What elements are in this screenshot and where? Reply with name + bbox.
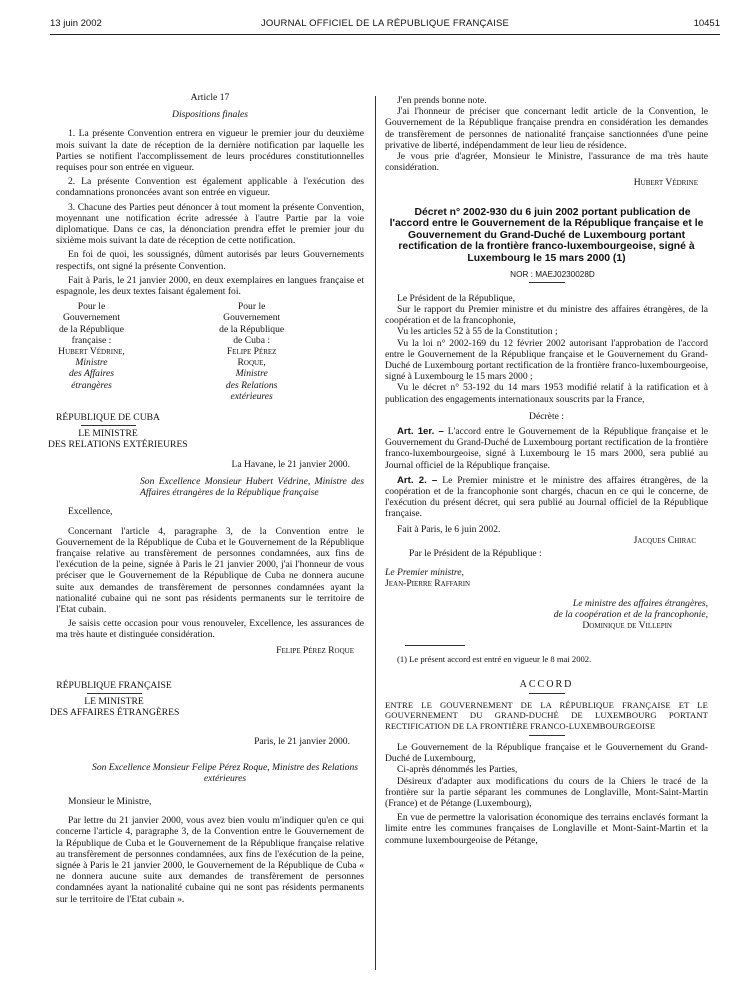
article-text: L'accord entre le Gouvernement de la République française et le Gouvernement du Grand-Duché de Luxembourg portant rectification de la frontière franco-luxembourgeoise, signé à Luxembourg le 15 mars 2000, sera publié au Journal officiel de la République française. <box>385 426 708 471</box>
paragraph: Vu les articles 52 à 55 de la Constitution ; <box>397 326 558 338</box>
paragraph: Par lettre du 21 janvier 2000, vous avez bien voulu m'indiquer qu'en ce qui concerne l'article 4, paragraphe 3, de la Convention entre le Gouvernement de la République de Cuba et le Gouvernement de la République française relative au transfèrement de personnes condamnées, aux fins de l'exécution de la peine, signée à Paris le 21 janvier 2000, le Gouvernement de la République de Cuba « ne donnera aucune suite aux demandes de transfèrement de personnes condamnées ayant la nationalité cubaine qui ne sont pas résidents permanents sur le territoire de l'Etat cubain ». <box>56 815 364 905</box>
divider <box>87 693 142 694</box>
divider <box>529 693 565 694</box>
signature-france <box>56 301 204 402</box>
article-text: Le Premier ministre et le ministre des affaires étrangères, de la coopération et de la francophonie sont chargés, chacun en ce qui le concerne, de l'exécution du présent décret, qui sera publié au Journal officiel de la République française. <box>385 474 708 520</box>
paragraph: J'en prends bonne note. <box>397 95 487 106</box>
sig-line: Pour le Gouvernement <box>62 301 120 324</box>
decrete-label: Décrète : <box>529 410 564 422</box>
letter-date: Paris, le 21 janvier 2000. <box>254 736 350 748</box>
letterhead-line: LE MINISTRE <box>84 695 144 707</box>
article-label: Art. 2. – <box>397 474 438 486</box>
divider <box>529 282 565 283</box>
pm-role: Le Premier ministre, <box>385 567 464 579</box>
article-2 <box>385 475 708 520</box>
sig-line: Pour le Gouvernement <box>223 301 281 324</box>
paragraph: Je vous prie d'agréer, Monsieur le Ministre, l'assurance de ma très haute considération. <box>385 151 708 174</box>
convention-signatures <box>56 301 364 402</box>
sig-line: de la République de Cuba : <box>219 323 285 346</box>
article-1 <box>385 426 708 471</box>
sig-role: des Affaires étrangères <box>68 368 114 391</box>
minister-role: Le ministre des affaires étrangères, <box>572 597 708 609</box>
sig-name: Felipe Pérez Roque, <box>226 346 277 369</box>
letter-date: La Havane, le 21 janvier 2000. <box>231 458 350 470</box>
footnote: (1) Le présent accord est entré en vigueur le 8 mai 2002. <box>397 654 592 665</box>
president-signature: Jacques Chirac <box>633 534 696 546</box>
sig-line: de la République française : <box>58 323 124 346</box>
paragraph: Concernant l'article 4, paragraphe 3, de la Convention entre le Gouvernement de la République de Cuba et le Gouvernement de la République française relative au transfèrement de personnes condamnées, aux fins de l'exécution de la peine, signée à Paris le 21 janvier 2000, j'ai l'honneur de vous préciser que le Gouvernement de la République de Cuba ne donnera aucune suite aux demandes de transfèrement de personnes condamnées ayant la nationalité cubaine qui ne sont pas résidents permanents sur le territoire de l'Etat cubain. <box>56 525 364 615</box>
paragraph: Vu la loi n° 2002-169 du 12 février 2002 autorisant l'approbation de l'accord entre le Gouvernement de la République française et le Gouvernement du Grand-Duché de Luxembourg portant rectification de la frontière franco-luxembourgeoise, signé à Luxembourg le 15 mars 2000 ; <box>385 337 708 383</box>
salutation: Excellence, <box>68 506 113 518</box>
paragraph: En vue de permettre la valorisation économique des terrains enclavés formant la limite entre les communes françaises de Longlaville et Mont-Saint-Martin et la commune luxembourgeoise de Pétange, <box>385 812 708 846</box>
footnote-rule <box>405 645 465 646</box>
nor-reference: NOR : MAEJ0230028D <box>510 269 595 279</box>
page-number: 10451 <box>693 18 720 29</box>
column-divider <box>375 96 376 970</box>
article-label: Art. 1er. – <box>397 426 444 438</box>
paragraph: Le Gouvernement de la République française et le Gouvernement du Grand-Duché de Luxembourg, <box>385 741 708 765</box>
sig-role: Ministre <box>75 357 108 369</box>
paragraph: Désireux d'adapter aux modifications du cours de la Chiers le tracé de la frontière sur la partie séparant les communes de Longlaville, Mont-Saint-Martin (France) et de Pétange (Luxembourg), <box>385 775 708 809</box>
letter-signature: Hubert Védrine <box>633 177 698 189</box>
journal-title: JOURNAL OFFICIEL DE LA RÉPUBLIQUE FRANÇAISE <box>260 18 510 29</box>
paragraph: J'ai l'honneur de préciser que concernant ledit article de la Convention, le Gouvernement de la République française prendra en considération les demandes de transfèrement de personnes de nationalité française sanctionnées d'une peine privative de liberté, indépendamment de leur lieu de résidence. <box>385 106 708 151</box>
letterhead-line: DES RELATIONS EXTÉRIEURES <box>48 439 188 451</box>
pm-name: Jean-Pierre Raffarin <box>385 578 471 590</box>
minister-role: de la coopération et de la francophonie, <box>553 608 708 620</box>
accord-heading: ACCORD <box>519 679 574 691</box>
letter-recipient: Son Excellence Monsieur Hubert Védrine, Ministre des Affaires étrangères de la République française <box>140 475 364 499</box>
article-title: Article 17 <box>190 92 230 103</box>
paragraph: Le Président de la République, <box>397 292 516 304</box>
salutation: Monsieur le Ministre, <box>68 795 152 807</box>
minister-name: Dominique de Villepin <box>582 620 672 632</box>
letter-signature: Felipe Pérez Roque <box>276 644 354 656</box>
letter-recipient: Son Excellence Monsieur Felipe Pérez Roque, Ministre des Relations extérieures <box>92 761 358 784</box>
article-subtitle: Dispositions finales <box>172 109 248 121</box>
paragraph: 3. Chacune des Parties peut dénoncer à tout moment la présente Convention, moyennant une notification écrite adressée à l'autre Partie par la voie diplomatique. Dans ce cas, la dénonciation prendra effet le premier jour du sixième mois suivant la date de réception de cette notification. <box>56 201 364 247</box>
paragraph: Ci-après dénommés les Parties, <box>397 764 518 776</box>
divider <box>529 735 565 736</box>
letterhead-france <box>50 680 178 719</box>
sig-role: des Relations extérieures <box>225 379 278 402</box>
letterhead-country: RÉPUBLIQUE FRANÇAISE <box>56 679 172 691</box>
paragraph: Je saisis cette occasion pour vous renouveler, Excellence, les assurances de ma très haute et distinguée considération. <box>56 618 364 641</box>
paragraph: 2. La présente Convention est également applicable à l'exécution des condamnations prononcées avant son entrée en vigueur. <box>56 176 364 199</box>
divider <box>81 425 136 426</box>
decree-title: Décret n° 2002-930 du 6 juin 2002 portant publication de l'accord entre le Gouvernement de la République française et le Gouvernement du Grand-Duché de Luxembourg portant rectification de la frontière franco-luxembourgeoise, signé à Luxembourg le 15 mars 2000 (1) <box>389 206 704 264</box>
paragraph: Fait à Paris, le 6 juin 2002. <box>397 523 501 535</box>
page-header <box>50 18 720 32</box>
paragraph: Vu le décret n° 53-192 du 14 mars 1953 modifié relatif à la ratification et à publication des engagements internationaux souscrits par la France, <box>385 382 708 405</box>
signature-cuba <box>216 301 364 402</box>
left-column <box>48 92 364 905</box>
par-president: Par le Président de la République : <box>409 548 542 560</box>
paragraph: En foi de quoi, les soussignés, dûment autorisés par leurs Gouvernements respectifs, ont signé la présente Convention. <box>56 249 364 272</box>
letterhead-line: LE MINISTRE <box>78 428 138 440</box>
paragraph: 1. La présente Convention entrera en vigueur le premier jour du deuxième mois suivant la date de réception de la dernière notification par laquelle les Parties se notifient l'accomplissement de leurs procédures constitutionnelles requises pour son entrée en vigueur. <box>56 128 364 174</box>
accord-title: ENTRE LE GOUVERNEMENT DE LA RÉPUBLIQUE FRANÇAISE ET LE GOUVERNEMENT DU GRAND-DUCHÉ DE LUXEMBOURG PORTANT RECTIFICATION DE LA FRONTIÈRE FRANCO-LUXEMBOURGEOISE <box>385 699 708 731</box>
letterhead-cuba <box>48 412 188 451</box>
paragraph: Fait à Paris, le 21 janvier 2000, en deux exemplaires en langues française et espagnole, les deux textes faisant également foi. <box>56 274 364 298</box>
sig-name: Hubert Védrine, <box>58 346 125 358</box>
header-date: 13 juin 2002 <box>50 18 102 29</box>
paragraph: Sur le rapport du Premier ministre et du ministre des affaires étrangères, de la coopération et de la francophonie, <box>385 304 708 327</box>
right-column <box>385 95 708 846</box>
letterhead-country: RÉPUBLIQUE DE CUBA <box>56 412 160 424</box>
sig-role: Ministre <box>235 368 268 380</box>
header-rule <box>50 34 720 35</box>
letterhead-line: DES AFFAIRES ÉTRANGÈRES <box>50 707 180 719</box>
